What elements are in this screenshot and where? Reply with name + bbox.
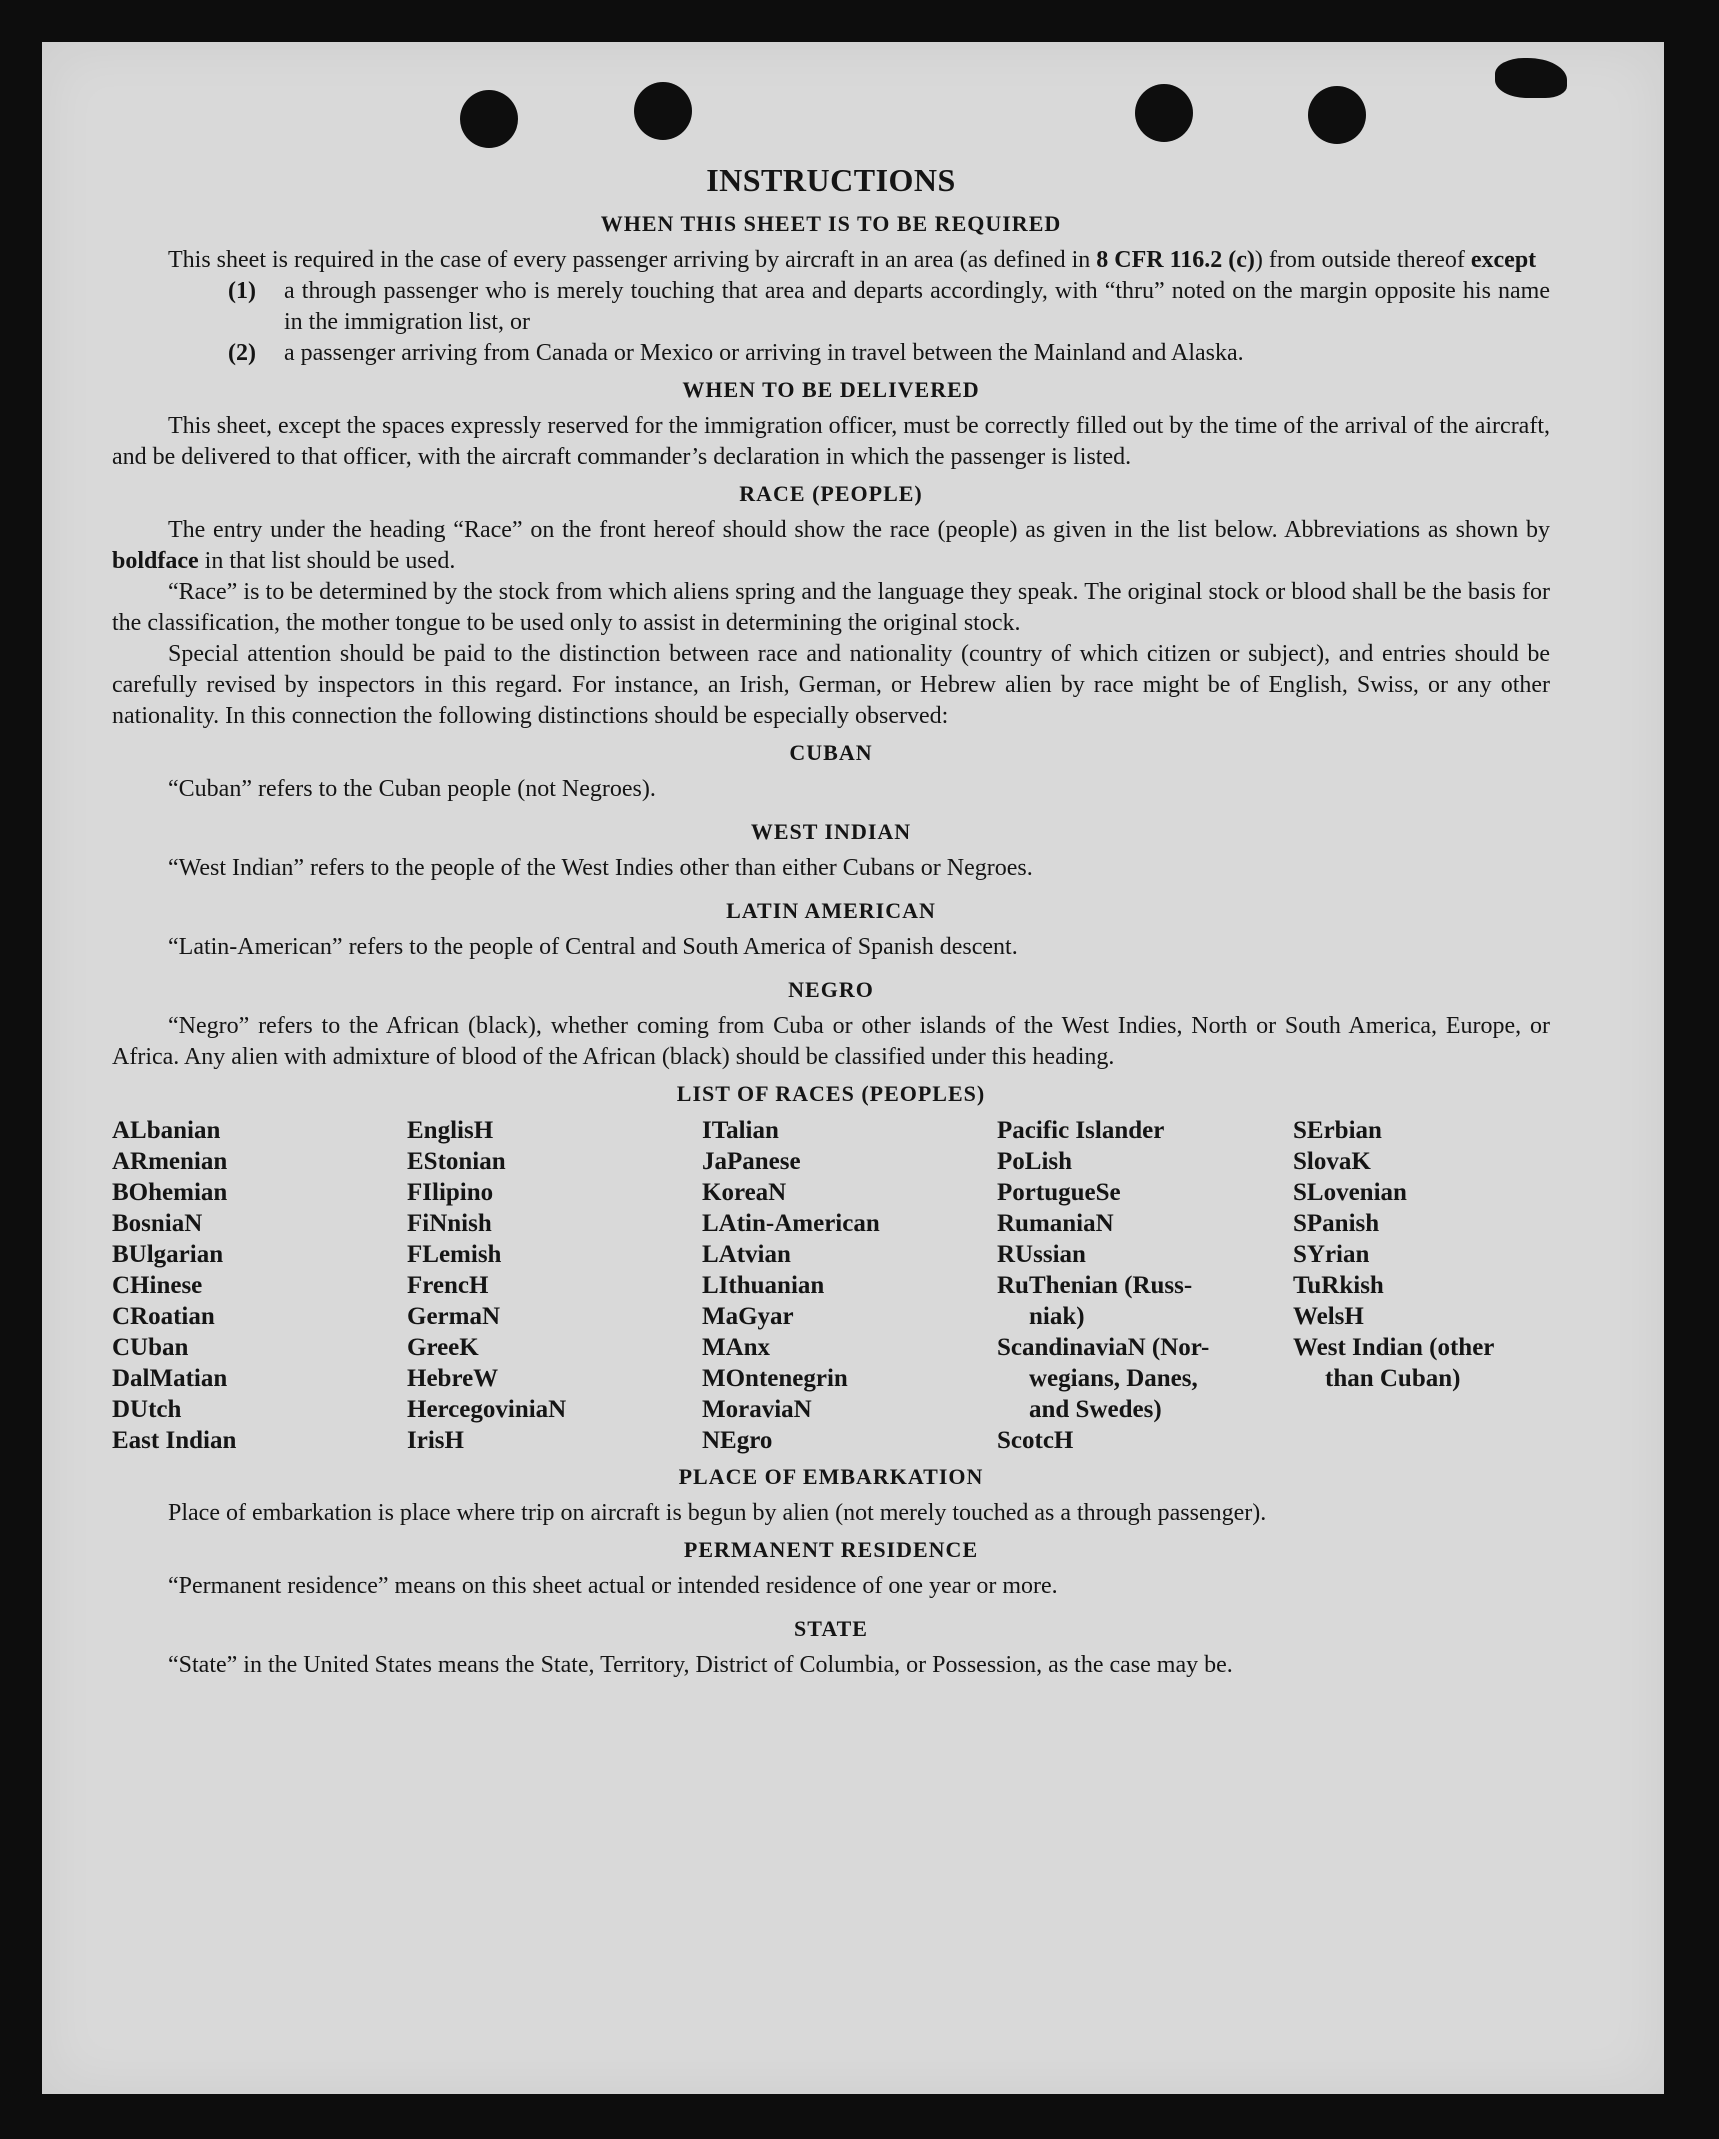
race-entry: BOhemian <box>112 1179 228 1206</box>
exception-item <box>112 338 1550 369</box>
punch-hole <box>1308 86 1366 144</box>
race-entry: ScotcH <box>997 1427 1074 1454</box>
torn-corner <box>1495 58 1567 98</box>
race-entry: FLemish <box>407 1241 502 1268</box>
race-entry: GermaN <box>407 1303 501 1330</box>
races-column <box>997 1115 1293 1456</box>
race-entry: FrencH <box>407 1272 489 1299</box>
race-paragraph-2: “Race” is to be determined by the stock from which aliens spring and the language they speak. The original stock or blood shall be the basis for the classification, the mother tongue to be used only to assist in determining the original stock. <box>112 579 1550 636</box>
race-entry: ARmenian <box>112 1148 228 1175</box>
race-entry: MOntenegrin <box>702 1365 848 1392</box>
page-title: INSTRUCTIONS <box>706 162 956 198</box>
item-text: a through passenger who is merely touching that area and departs accordingly, with “thru” noted on the margin opposite his name in the immigration list, or <box>284 278 1550 335</box>
section-heading-state: STATE <box>794 1616 868 1641</box>
section-heading-delivered: WHEN TO BE DELIVERED <box>682 377 980 402</box>
race-entry: TuRkish <box>1293 1272 1384 1299</box>
boldface-word: boldface <box>112 548 199 574</box>
document-sheet <box>42 42 1664 2094</box>
section-heading-list-of-races: LIST OF RACES (PEOPLES) <box>676 1081 986 1106</box>
latin-american-text: “Latin-American” refers to the people of Central and South America of Spanish descent. <box>168 934 1018 960</box>
race-entry: RumaniaN <box>997 1210 1114 1237</box>
races-column <box>702 1115 997 1456</box>
race-entry: BUlgarian <box>112 1241 224 1268</box>
race-entry: ScandinaviaN (Nor- <box>997 1334 1210 1361</box>
race-entry: SPanish <box>1293 1210 1380 1237</box>
race-entry: CUban <box>112 1334 189 1361</box>
cuban-text: “Cuban” refers to the Cuban people (not Negroes). <box>168 776 656 802</box>
race-entry: FiNnish <box>407 1210 492 1237</box>
race-entry: MaGyar <box>702 1303 794 1330</box>
race-text: The entry under the heading “Race” on the front hereof should show the race (people) as given in the list below. Abbreviations as shown by <box>168 517 1550 543</box>
race-entry: RuThenian (Russ- <box>997 1272 1193 1299</box>
race-entry: East Indian <box>112 1427 237 1454</box>
section-heading-embarkation: PLACE OF EMBARKATION <box>678 1464 984 1489</box>
section-heading-race: RACE (PEOPLE) <box>739 481 923 506</box>
race-entry-continued: than Cuban) <box>1325 1365 1461 1392</box>
punch-hole <box>460 90 518 148</box>
race-entry-continued: and Swedes) <box>1029 1396 1162 1423</box>
negro-text: “Negro” refers to the African (black), whether coming from Cuba or other islands of the West Indies, North or South America, Europe, or Africa. Any alien with admixture of blood of the African (black) should be classified under this heading. <box>112 1013 1550 1070</box>
race-entry: PortugueSe <box>997 1179 1121 1206</box>
punch-hole <box>634 82 692 140</box>
race-entry: SYrian <box>1293 1241 1370 1268</box>
cfr-reference: 8 CFR 116.2 (c) <box>1096 247 1255 273</box>
race-entry: DalMatian <box>112 1365 228 1392</box>
race-entry: FIlipino <box>407 1179 494 1206</box>
race-entry: SlovaK <box>1293 1148 1371 1175</box>
residence-text: “Permanent residence” means on this sheet actual or intended residence of one year or more. <box>168 1573 1058 1599</box>
race-entry: MoraviaN <box>702 1396 812 1423</box>
race-entry: GreeK <box>407 1334 479 1361</box>
item-number: (1) <box>228 278 256 304</box>
item-number: (2) <box>228 340 256 366</box>
west-indian-text: “West Indian” refers to the people of the West Indies other than either Cubans or Negroes. <box>168 855 1033 881</box>
exception-item <box>112 276 1550 338</box>
race-entry: Pacific Islander <box>997 1117 1165 1144</box>
race-entry: CRoatian <box>112 1303 215 1330</box>
race-entry: ALbanian <box>112 1117 221 1144</box>
race-entry: West Indian (other <box>1293 1334 1495 1361</box>
race-entry: SErbian <box>1293 1117 1382 1144</box>
race-entry-continued: wegians, Danes, <box>1029 1365 1198 1392</box>
section-heading-west-indian: WEST INDIAN <box>750 819 912 844</box>
race-entry-continued: niak) <box>1029 1303 1085 1330</box>
race-paragraph-1 <box>112 515 1550 577</box>
required-intro <box>112 245 1550 276</box>
race-text-post: in that list should be used. <box>198 548 456 574</box>
race-entry: DUtch <box>112 1396 182 1423</box>
race-entry: CHinese <box>112 1272 203 1299</box>
race-entry: HercegoviniaN <box>407 1396 567 1423</box>
race-entry: MAnx <box>702 1334 771 1361</box>
race-entry: WelsH <box>1293 1303 1364 1330</box>
item-text: a passenger arriving from Canada or Mexico or arriving in travel between the Mainland and Alaska. <box>284 340 1244 366</box>
except-word: except <box>1470 247 1537 273</box>
section-heading-latin-american: LATIN AMERICAN <box>726 898 936 923</box>
intro-text-mid: ) from outside thereof <box>1254 247 1471 273</box>
races-column <box>1293 1115 1550 1456</box>
delivered-text: This sheet, except the spaces expressly reserved for the immigration officer, must be correctly filled out by the time of the arrival of the aircraft, and be delivered to that officer, with the aircraft commander’s declaration in which the passenger is listed. <box>112 413 1550 470</box>
race-paragraph-3: Special attention should be paid to the distinction between race and nationality (country of which citizen or subject), and entries should be carefully revised by inspectors in this regard. For instance, an Irish, German, or Hebrew alien by race might be of English, Swiss, or any other nationality. In this connection the following distinctions should be especially observed: <box>112 641 1550 729</box>
state-text: “State” in the United States means the State, Territory, District of Columbia, or Possession, as the case may be. <box>168 1652 1233 1678</box>
section-heading-residence: PERMANENT RESIDENCE <box>683 1537 979 1562</box>
punch-hole <box>1135 84 1193 142</box>
instructions-content <box>112 162 1550 1681</box>
race-entry: IrisH <box>407 1427 464 1454</box>
races-column <box>112 1115 407 1456</box>
race-entry: LAtvian <box>702 1241 791 1268</box>
race-entry: SLovenian <box>1293 1179 1407 1206</box>
race-entry: LAtin-American <box>702 1210 880 1237</box>
race-entry: JaPanese <box>702 1148 801 1175</box>
race-entry: RUssian <box>997 1241 1086 1268</box>
section-heading-cuban: CUBAN <box>789 740 873 765</box>
races-table <box>112 1115 1550 1456</box>
section-heading-required: WHEN THIS SHEET IS TO BE REQUIRED <box>600 211 1062 236</box>
race-entry: BosniaN <box>112 1210 203 1237</box>
race-entry: EStonian <box>407 1148 506 1175</box>
race-entry: PoLish <box>997 1148 1073 1175</box>
race-entry: EnglisH <box>407 1117 494 1144</box>
embarkation-text: Place of embarkation is place where trip on aircraft is begun by alien (not merely touched as a through passenger). <box>168 1500 1267 1526</box>
race-entry: NEgro <box>702 1427 773 1454</box>
race-entry: LIthuanian <box>702 1272 825 1299</box>
race-entry: HebreW <box>407 1365 499 1392</box>
races-column <box>407 1115 702 1456</box>
section-heading-negro: NEGRO <box>788 977 874 1002</box>
race-entry: KoreaN <box>702 1179 787 1206</box>
race-entry: ITalian <box>702 1117 779 1144</box>
intro-text: This sheet is required in the case of every passenger arriving by aircraft in an area (as defined in <box>168 247 1097 273</box>
